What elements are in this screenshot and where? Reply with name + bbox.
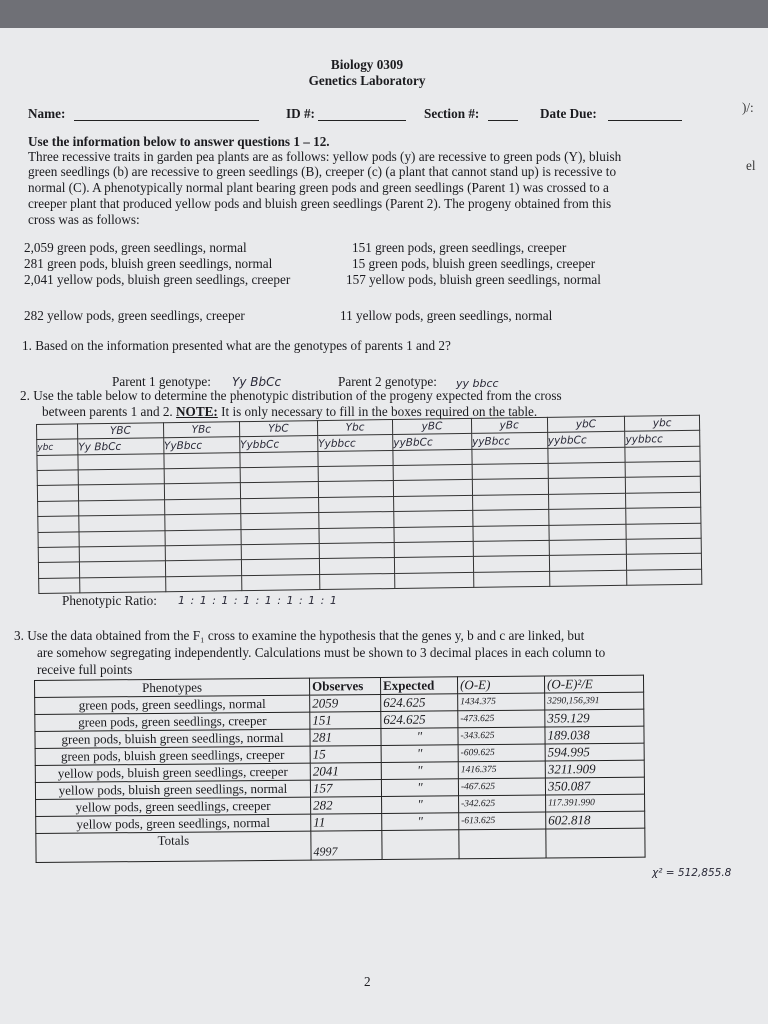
expected-cell[interactable]: 624.625 bbox=[381, 694, 458, 712]
chi-term-cell[interactable]: 189.038 bbox=[545, 726, 644, 744]
para-line-2: green seedlings (b) are recessive to green seedlings (B), creeper (c) (a plant that cannot stand up) is recessive to bbox=[28, 164, 617, 179]
parent2-label: Parent 2 genotype: bbox=[338, 374, 437, 389]
expected-cell[interactable]: " bbox=[381, 762, 458, 780]
para-line-4: creeper plant that produced yellow pods and bluish green seedlings (Parent 2). The progeny obtained from this bbox=[28, 196, 612, 211]
col-header-expected: Expected bbox=[380, 677, 457, 695]
col-header-chi-term: (O-E)²/E bbox=[544, 675, 643, 693]
chi-square-result[interactable]: χ² = 512,855.8 bbox=[652, 867, 732, 879]
phenotype-cell: yellow pods, bluish green seedlings, creeper bbox=[35, 763, 310, 782]
genotype-cell[interactable]: Yybbcc bbox=[318, 435, 393, 451]
question-3-line-3: receive full points bbox=[37, 662, 133, 677]
genotype-cell[interactable]: yybbCc bbox=[547, 432, 625, 448]
progeny-right-4: 11 yellow pods, green seedlings, normal bbox=[340, 308, 553, 323]
phenotype-cell: green pods, bluish green seedlings, normal bbox=[35, 729, 310, 748]
phenotypic-ratio-answer[interactable]: 1 : 1 : 1 : 1 : 1 : 1 : 1 : 1 bbox=[178, 594, 338, 607]
expected-cell[interactable]: " bbox=[381, 779, 458, 797]
expected-cell[interactable]: " bbox=[381, 728, 458, 746]
gamete-header: yBC bbox=[392, 418, 471, 434]
expected-cell[interactable]: " bbox=[382, 796, 459, 814]
due-field-line[interactable] bbox=[608, 120, 682, 121]
course-title: Biology 0309 bbox=[330, 57, 404, 72]
margin-mark-mid: el bbox=[746, 158, 756, 173]
phenotype-cell: yellow pods, green seedlings, normal bbox=[36, 814, 311, 833]
margin-mark-top: )/: bbox=[742, 100, 754, 115]
col-header-phenotypes: Phenotypes bbox=[35, 678, 310, 697]
id-label: ID #: bbox=[286, 106, 315, 121]
parent1-label: Parent 1 genotype: bbox=[112, 374, 211, 389]
progeny-left-3: 2,041 yellow pods, bluish green seedlings, creeper bbox=[24, 272, 291, 287]
chi-term-cell[interactable]: 594.995 bbox=[545, 743, 644, 761]
o-minus-e-cell[interactable]: -613.625 bbox=[459, 812, 546, 830]
gamete-header: YBC bbox=[78, 423, 164, 440]
lab-title: Genetics Laboratory bbox=[308, 73, 426, 88]
observed-cell[interactable]: 282 bbox=[311, 796, 382, 814]
row-gamete-label: ybc bbox=[37, 439, 78, 455]
expected-cell[interactable]: " bbox=[381, 745, 458, 763]
parent2-answer[interactable]: yy bbcc bbox=[456, 377, 499, 390]
o-minus-e-cell[interactable]: -467.625 bbox=[458, 778, 545, 796]
o-minus-e-cell[interactable]: -473.625 bbox=[458, 710, 545, 728]
genotype-cell[interactable]: yybbcc bbox=[625, 431, 700, 447]
phenotype-cell: green pods, green seedlings, normal bbox=[35, 695, 310, 714]
question-1: 1. Based on the information presented what are the genotypes of parents 1 and 2? bbox=[22, 338, 451, 353]
gamete-header: ybc bbox=[625, 415, 700, 431]
genotype-cell[interactable]: yyBbCc bbox=[393, 434, 472, 450]
phenotype-cell: green pods, green seedlings, creeper bbox=[35, 712, 310, 731]
progeny-right-1: 151 green pods, green seedlings, creeper bbox=[352, 240, 567, 255]
phenotype-cell: yellow pods, bluish green seedlings, normal bbox=[35, 780, 310, 799]
phenotype-cell: yellow pods, green seedlings, creeper bbox=[36, 797, 311, 816]
progeny-left-4: 282 yellow pods, green seedlings, creeper bbox=[24, 308, 245, 323]
totals-label: Totals bbox=[36, 831, 311, 862]
name-label: Name: bbox=[28, 106, 66, 121]
gamete-header: YbC bbox=[239, 421, 317, 437]
chi-term-cell[interactable]: 117.391.990 bbox=[546, 794, 645, 812]
chi-term-cell[interactable]: 359.129 bbox=[545, 709, 644, 727]
o-minus-e-cell[interactable]: 1416.375 bbox=[458, 761, 545, 779]
chi-term-cell[interactable]: 602.818 bbox=[546, 811, 645, 829]
id-field-line[interactable] bbox=[318, 120, 406, 121]
question-2-line-1: 2. Use the table below to determine the phenotypic distribution of the progeny expected from the cross bbox=[20, 388, 562, 403]
total-o-minus-e-cell[interactable] bbox=[459, 829, 546, 859]
para-line-5: cross was as follows: bbox=[28, 212, 140, 227]
genotype-cell[interactable]: yyBbcc bbox=[471, 433, 547, 449]
para-line-3: normal (C). A phenotypically normal plant bearing green pods and green seedlings (Parent 1) was crossed to a bbox=[28, 180, 609, 195]
genotype-cell[interactable]: YyBbcc bbox=[163, 437, 239, 453]
chi-square-table bbox=[34, 675, 646, 863]
gamete-header: ybC bbox=[547, 416, 625, 432]
progeny-left-2: 281 green pods, bluish green seedlings, normal bbox=[24, 256, 273, 271]
total-observed-cell[interactable]: 4997 bbox=[311, 830, 382, 860]
chi-term-cell[interactable]: 3290,156,391 bbox=[545, 692, 644, 710]
parent1-answer[interactable]: Yy BbCc bbox=[232, 375, 282, 389]
observed-cell[interactable]: 2059 bbox=[310, 694, 381, 712]
expected-cell[interactable]: 624.625 bbox=[381, 711, 458, 729]
observed-cell[interactable]: 2041 bbox=[310, 762, 381, 780]
total-expected-cell[interactable] bbox=[382, 830, 459, 860]
corner-cell bbox=[37, 424, 78, 440]
chi-term-cell[interactable]: 350.087 bbox=[545, 777, 644, 795]
instructions: Use the information below to answer questions 1 – 12. bbox=[28, 134, 330, 149]
progeny-right-3: 157 yellow pods, bluish green seedlings, normal bbox=[346, 272, 601, 287]
progeny-left-1: 2,059 green pods, green seedlings, normal bbox=[24, 240, 247, 255]
o-minus-e-cell[interactable]: -343.625 bbox=[458, 727, 545, 745]
o-minus-e-cell[interactable]: 1434.375 bbox=[458, 693, 545, 711]
genotype-cell[interactable]: Yy BbCc bbox=[78, 438, 164, 455]
gamete-header: Ybc bbox=[317, 420, 392, 436]
due-label: Date Due: bbox=[540, 106, 597, 121]
gamete-header: YBc bbox=[163, 422, 239, 438]
page-number: 2 bbox=[364, 974, 371, 989]
section-label: Section #: bbox=[424, 106, 480, 121]
expected-cell[interactable]: " bbox=[382, 813, 459, 831]
observed-cell[interactable]: 11 bbox=[311, 813, 382, 831]
o-minus-e-cell[interactable]: -609.625 bbox=[458, 744, 545, 762]
o-minus-e-cell[interactable]: -342.625 bbox=[459, 795, 546, 813]
genotype-cell[interactable]: YybbCc bbox=[240, 436, 318, 452]
observed-cell[interactable]: 15 bbox=[310, 745, 381, 763]
phenotypic-ratio-label: Phenotypic Ratio: bbox=[62, 593, 157, 608]
col-header-o-minus-e: (O-E) bbox=[457, 676, 544, 694]
section-field-line[interactable] bbox=[488, 120, 518, 121]
question-3-line-1: 3. Use the data obtained from the F₁ cross to examine the hypothesis that the genes y, b and c are linked, but bbox=[14, 628, 585, 643]
observed-cell[interactable]: 281 bbox=[310, 728, 381, 746]
name-field-line[interactable] bbox=[74, 120, 259, 121]
totals-row bbox=[36, 828, 645, 862]
progeny-right-2: 15 green pods, bluish green seedlings, creeper bbox=[352, 256, 596, 271]
para-line-1: Three recessive traits in garden pea plants are as follows: yellow pods (y) are recessive to green pods (Y), bluish bbox=[28, 149, 622, 164]
chi-term-cell[interactable]: 3211.909 bbox=[545, 760, 644, 778]
total-chi-cell[interactable] bbox=[546, 828, 645, 858]
question-3-line-2: are somehow segregating independently. Calculations must be shown to 3 decimal places in each column to bbox=[37, 645, 606, 660]
gamete-header: yBc bbox=[471, 417, 547, 433]
observed-cell[interactable]: 151 bbox=[310, 711, 381, 729]
phenotype-cell: green pods, bluish green seedlings, creeper bbox=[35, 746, 310, 765]
punnett-table bbox=[36, 415, 702, 594]
col-header-observed: Observes bbox=[309, 677, 380, 695]
observed-cell[interactable]: 157 bbox=[310, 779, 381, 797]
question-2-line-2: between parents 1 and 2. NOTE: It is only necessary to fill in the boxes required on the table. bbox=[42, 404, 538, 419]
